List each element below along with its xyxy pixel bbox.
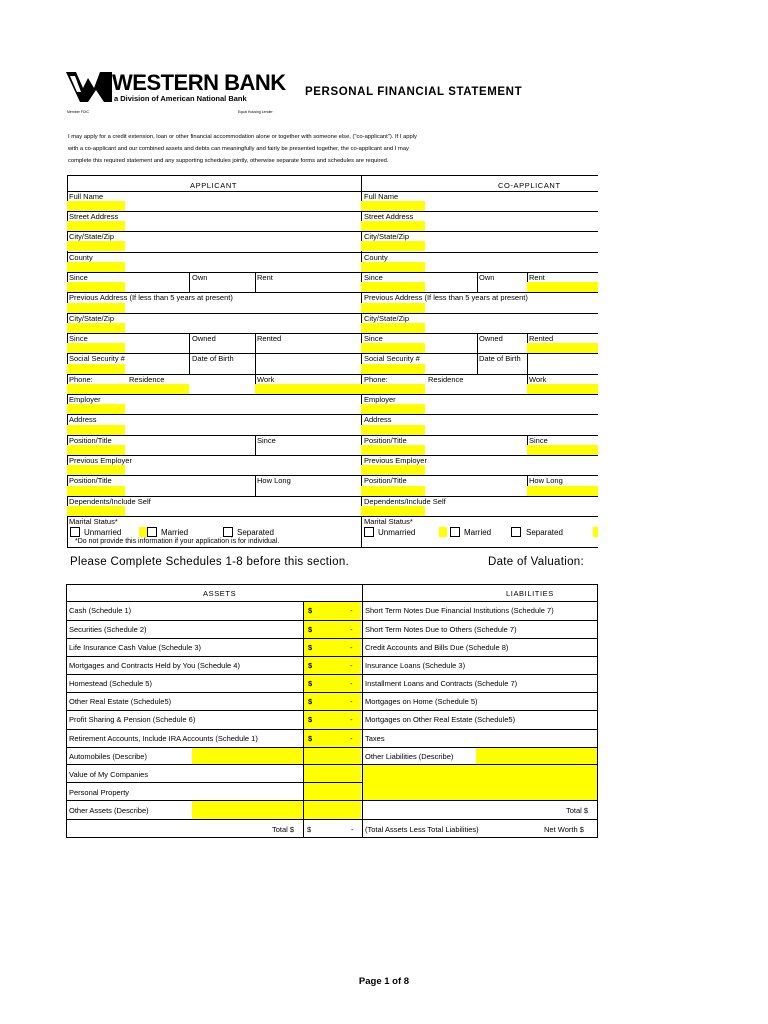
applicant-table [67, 175, 598, 548]
asset-value: - [350, 625, 353, 634]
asset-row-label: Personal Property [69, 788, 130, 797]
asset-row-label: Profit Sharing & Pension (Schedule 6) [69, 715, 196, 724]
bank-logo-icon [66, 72, 112, 102]
liability-row-label: Mortgages on Home (Schedule 5) [365, 697, 478, 706]
applicant-unmarried-checkbox[interactable] [70, 527, 80, 537]
applicant-employer-label: Employer [69, 395, 101, 404]
applicant-how-long-label: How Long [257, 476, 291, 485]
asset-row-label: Mortgages and Contracts Held by You (Schedule 4) [69, 661, 240, 670]
co-applicant-married-checkbox[interactable] [450, 527, 460, 537]
liability-row-label: Taxes [365, 734, 385, 743]
co-applicant-dependents-label: Dependents/Include Self [364, 497, 446, 506]
asset-row-label: Securities (Schedule 2) [69, 625, 147, 634]
page-number: Page 1 of 8 [358, 976, 410, 987]
asset-value: - [350, 697, 353, 706]
co-applicant-separated-checkbox[interactable] [511, 527, 521, 537]
asset-value: - [350, 734, 353, 743]
asset-row-label: Retirement Accounts, Include IRA Accounts (Schedule 1) [69, 734, 258, 743]
applicant-rented-label: Rented [257, 334, 282, 343]
applicant-county-label: County [69, 253, 93, 262]
applicant-prev-position-label: Position/Title [69, 476, 112, 485]
applicant-separated-label: Separated [237, 528, 274, 537]
asset-value: - [350, 661, 353, 670]
co-applicant-rented-label: Rented [529, 334, 554, 343]
applicant-married-label: Married [161, 528, 189, 537]
co-applicant-previous-employer-label: Previous Employer [364, 456, 427, 465]
co-applicant-owned-label: Owned [479, 334, 503, 343]
co-applicant-position-label: Position/Title [364, 436, 407, 445]
applicant-marital-status-label: Marital Status* [69, 517, 118, 526]
co-applicant-residence-label: Residence [428, 375, 464, 384]
applicant-full-name-label: Full Name [69, 192, 104, 201]
asset-row-label: Life Insurance Cash Value (Schedule 3) [69, 643, 202, 652]
applicant-owned-label: Owned [192, 334, 216, 343]
asset-row-label: Other Real Estate (Schedule5) [69, 697, 172, 706]
total-liabilities-label: Total $ [566, 806, 589, 815]
co-applicant-marital-status-label: Marital Status* [364, 517, 413, 526]
applicant-married-checkbox[interactable] [147, 527, 157, 537]
co-applicant-since-label: Since [364, 273, 383, 282]
applicant-prev-city-state-zip-label: City/State/Zip [69, 314, 115, 323]
net-worth-label: Net Worth $ [544, 825, 584, 834]
co-applicant-ssn-label: Social Security # [364, 354, 420, 363]
co-applicant-city-state-zip-label: City/State/Zip [364, 232, 410, 241]
applicant-rent-label: Rent [257, 273, 273, 282]
co-applicant-work-label: Work [529, 375, 547, 384]
applicant-prev-since-label: Since [69, 334, 88, 343]
co-applicant-previous-address-label: Previous Address (If less than 5 years at present) [364, 293, 528, 302]
intro-line: complete this required statement and any supporting schedules jointly, otherwise separate forms and schedules are required. [68, 158, 389, 164]
co-applicant-prev-city-state-zip-label: City/State/Zip [364, 314, 410, 323]
liability-row-label: Short Term Notes Due to Others (Schedule 7) [365, 625, 517, 634]
applicant-city-state-zip-label: City/State/Zip [69, 232, 115, 241]
page-title: PERSONAL FINANCIAL STATEMENT [305, 86, 523, 98]
co-applicant-separated-label: Separated [526, 528, 563, 537]
applicant-phone-label: Phone: [69, 375, 93, 384]
co-applicant-married-label: Married [464, 528, 492, 537]
liability-row-label: Credit Accounts and Bills Due (Schedule 8) [365, 643, 509, 652]
equal-housing-lender: Equal Housing Lender [238, 110, 273, 114]
co-applicant-prev-position-label: Position/Title [364, 476, 407, 485]
co-applicant-prev-since-label: Since [364, 334, 383, 343]
co-applicant-unmarried-checkbox[interactable] [364, 527, 374, 537]
asset-value: - [350, 606, 353, 615]
applicant-dob-label: Date of Birth [192, 354, 234, 363]
co-applicant-street-address-label: Street Address [364, 212, 414, 221]
co-applicant-how-long-label: How Long [529, 476, 563, 485]
asset-currency: $ [308, 697, 313, 706]
co-applicant-address-label: Address [364, 415, 392, 424]
applicant-previous-address-label: Previous Address (If less than 5 years at present) [69, 293, 233, 302]
asset-currency: $ [308, 679, 313, 688]
total-assets-label: Total $ [272, 825, 295, 834]
co-applicant-own-label: Own [479, 273, 495, 282]
applicant-residence-label: Residence [129, 375, 165, 384]
liability-row-label: Short Term Notes Due Financial Institutions (Schedule 7) [365, 606, 554, 615]
liability-row-label: Mortgages on Other Real Estate (Schedule5) [365, 715, 516, 724]
applicant-own-label: Own [192, 273, 208, 282]
liability-row-label: Insurance Loans (Schedule 3) [365, 661, 466, 670]
marital-status-note: *Do not provide this information if your application is for individual. [75, 538, 280, 545]
net-worth-description: (Total Assets Less Total Liabilities) [365, 825, 479, 834]
asset-value: - [350, 643, 353, 652]
co-applicant-job-since-label: Since [529, 436, 548, 445]
co-applicant-full-name-label: Full Name [364, 192, 399, 201]
co-applicant-rent-label: Rent [529, 273, 545, 282]
asset-currency: $ [308, 661, 313, 670]
co-applicant-phone-label: Phone: [364, 375, 388, 384]
applicant-street-address-label: Street Address [69, 212, 119, 221]
intro-line: with a co-applicant and our combined assets and debts can meaningfully and fairly be presented together, the co-applicant and I may [68, 146, 409, 152]
asset-row-label: Value of My Companies [69, 770, 149, 779]
co-applicant-county-label: County [364, 253, 388, 262]
liability-row-label: Installment Loans and Contracts (Schedule 7) [365, 679, 518, 688]
asset-currency: $ [308, 643, 313, 652]
applicant-heading: APPLICANT [190, 181, 238, 190]
applicant-separated-checkbox[interactable] [223, 527, 233, 537]
total-assets-currency: $ [307, 825, 312, 834]
assets-heading: ASSETS [203, 589, 237, 598]
co-applicant-unmarried-label: Unmarried [378, 528, 416, 537]
applicant-unmarried-label: Unmarried [84, 528, 122, 537]
bank-name: WESTERN BANK [112, 70, 286, 95]
asset-row-label: Homestead (Schedule 5) [69, 679, 152, 688]
co-applicant-dob-label: Date of Birth [479, 354, 521, 363]
applicant-job-since-label: Since [257, 436, 276, 445]
liabilities-heading: LIABILITIES [506, 589, 554, 598]
asset-currency: $ [308, 606, 313, 615]
co-applicant-heading: CO-APPLICANT [498, 181, 561, 190]
member-fdic: Member FDIC [67, 110, 89, 114]
date-of-valuation-label: Date of Valuation: [488, 556, 584, 568]
applicant-address-label: Address [69, 415, 97, 424]
applicant-dependents-label: Dependents/Include Self [69, 497, 151, 506]
complete-schedules-instruction: Please Complete Schedules 1-8 before this section. [70, 556, 350, 568]
co-applicant-employer-label: Employer [364, 395, 396, 404]
applicant-since-label: Since [69, 273, 88, 282]
applicant-position-label: Position/Title [69, 436, 112, 445]
bank-subtitle: a Division of American National Bank [114, 94, 247, 103]
intro-text [68, 131, 548, 167]
applicant-previous-employer-label: Previous Employer [69, 456, 132, 465]
total-assets-value: - [351, 825, 354, 834]
asset-row-label: Cash (Schedule 1) [69, 606, 132, 615]
asset-value: - [350, 679, 353, 688]
asset-currency: $ [308, 715, 313, 724]
assets-liabilities-table [66, 584, 598, 838]
liability-row-label: Other Liabilities (Describe) [365, 752, 454, 761]
asset-currency: $ [308, 734, 313, 743]
intro-line: I may apply for a credit extension, loan or other financial accommodation alone or together with someone else, ("co-applicant"). If I apply [68, 134, 417, 140]
asset-value: - [350, 715, 353, 724]
asset-row-label: Automobiles (Describe) [69, 752, 147, 761]
asset-row-label: Other Assets (Describe) [69, 806, 149, 815]
asset-currency: $ [308, 625, 313, 634]
applicant-ssn-label: Social Security # [69, 354, 125, 363]
applicant-work-label: Work [257, 375, 275, 384]
